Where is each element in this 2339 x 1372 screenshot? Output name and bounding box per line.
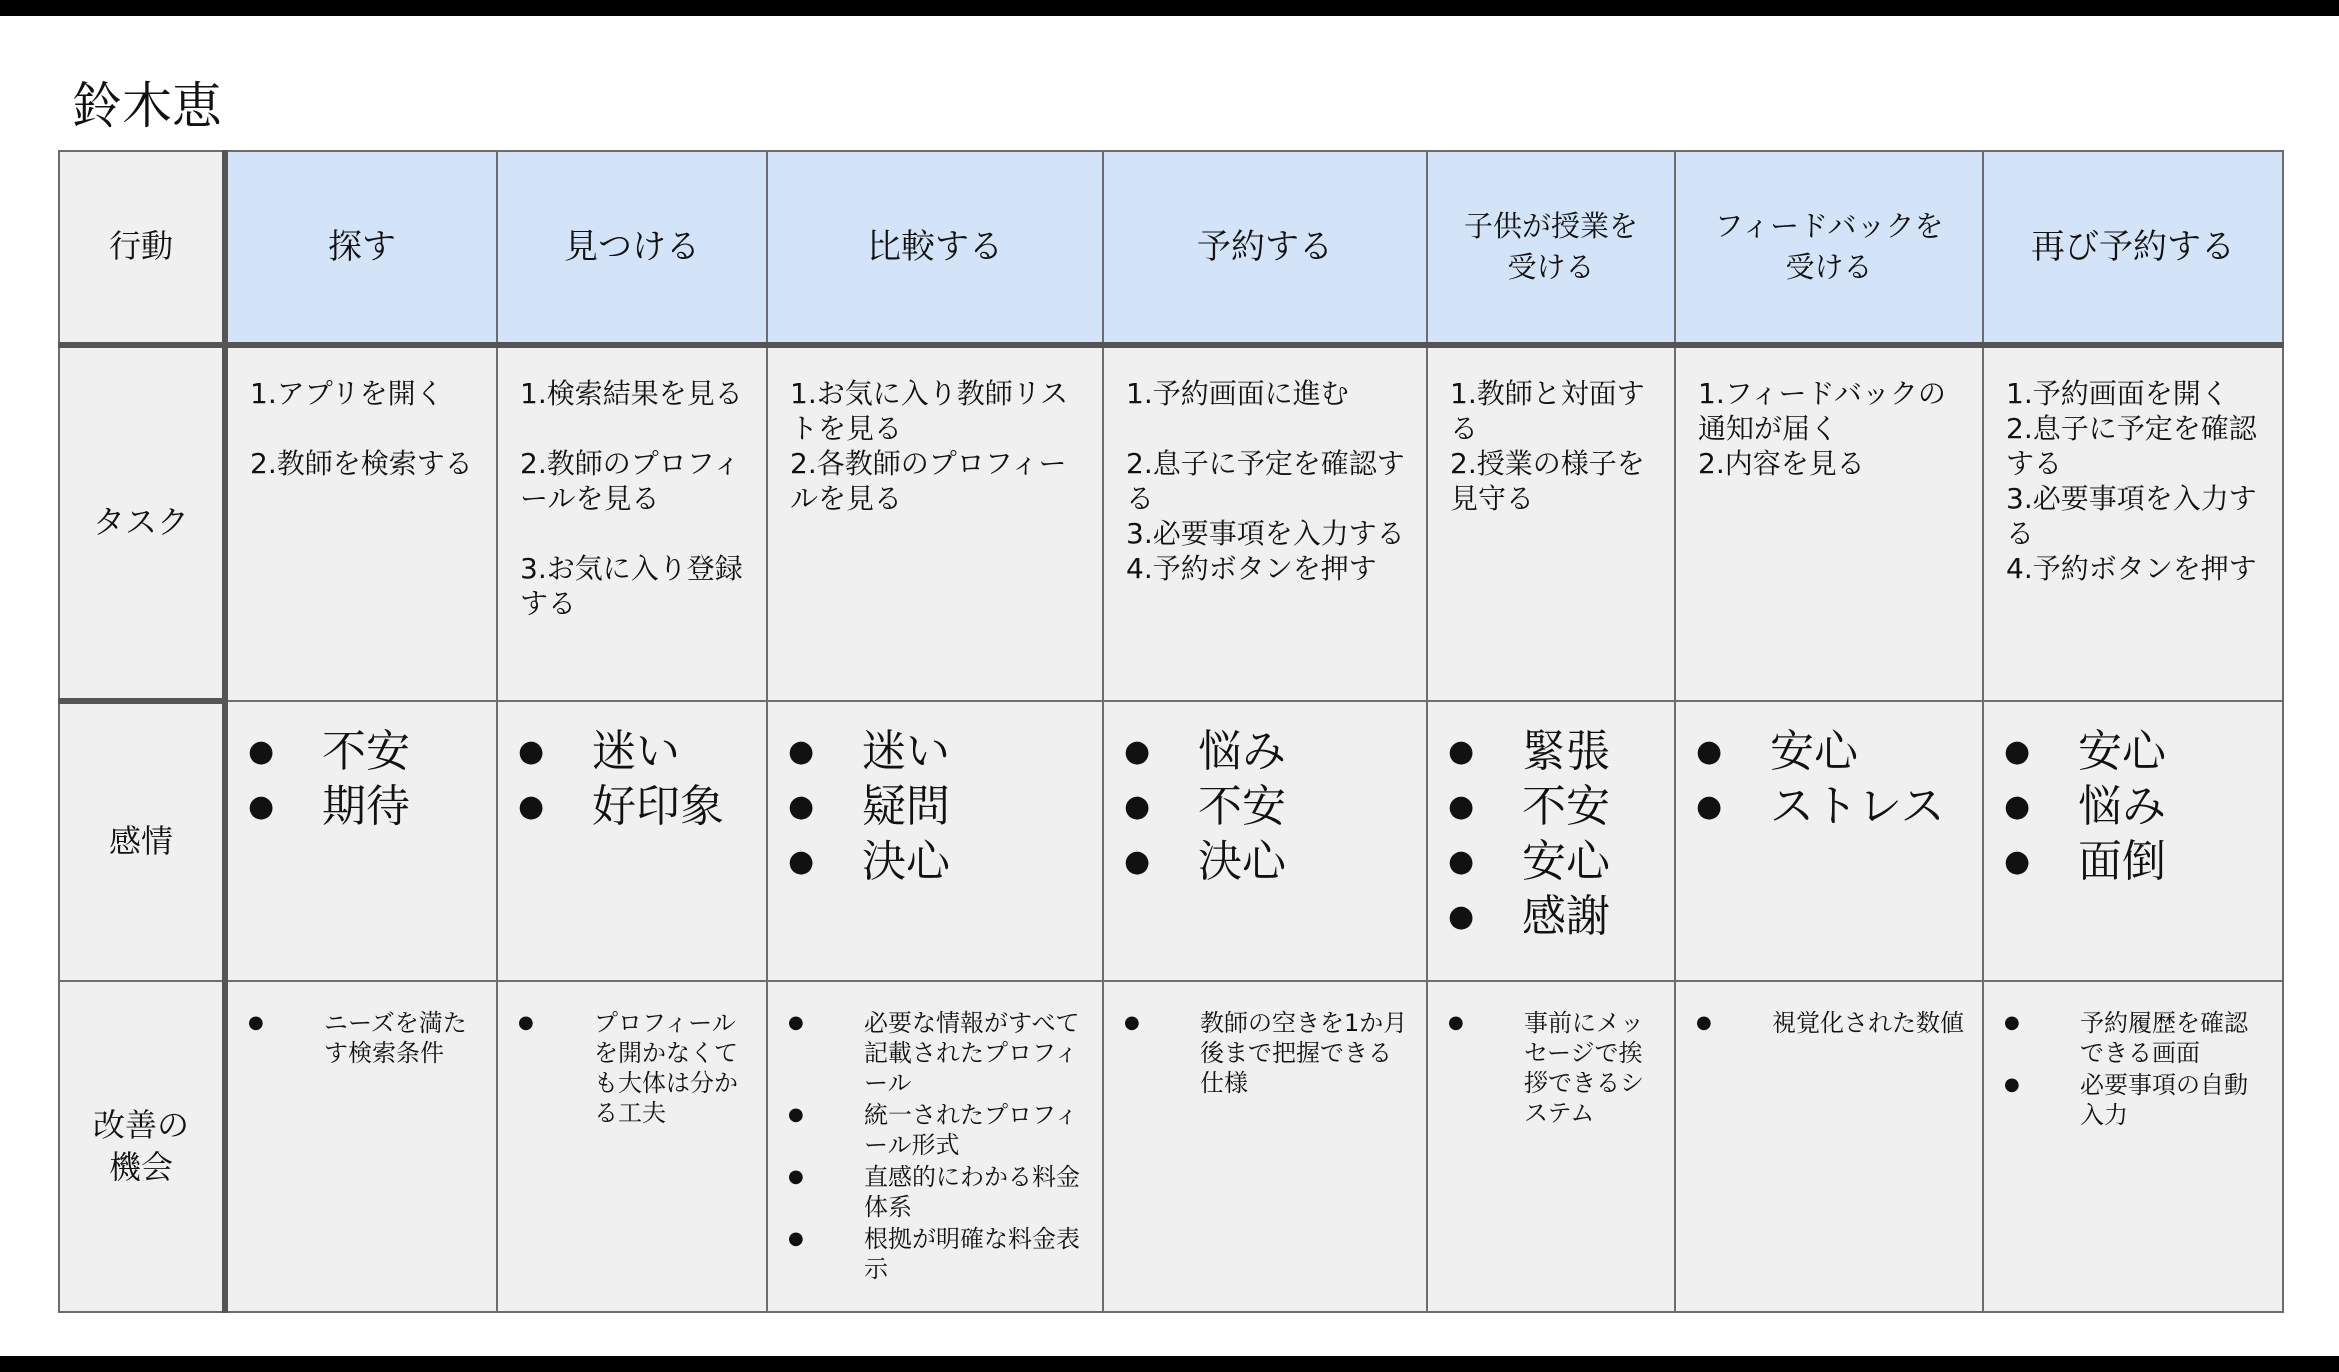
emotion-item: ● 迷い <box>788 725 950 777</box>
emotion-item: ● 安心 <box>2004 725 2166 777</box>
stage-header-feedback: フィードバックを 受ける <box>1675 151 1983 345</box>
stage-header-find: 見つける <box>497 151 767 345</box>
tasks-cell-find <box>497 345 767 701</box>
emotions-cell-compare <box>767 701 1103 981</box>
emotion-item: ● 不安 <box>1124 780 1286 832</box>
emotion-item: ● 悩み <box>1124 725 1286 777</box>
task-item: 2.教師のプロフィールを見る <box>520 446 741 515</box>
tasks-cell-reserve <box>1103 345 1427 701</box>
task-item: 1.予約画面を開く <box>2006 376 2229 410</box>
opportunity-item: ● 教師の空きを1か月後まで把握できる仕様 <box>1124 1009 1408 1097</box>
row-action <box>59 151 2283 345</box>
task-item: 1.検索結果を見る <box>520 376 743 410</box>
opportunities-cell-lesson <box>1427 981 1675 1312</box>
emotion-item: ● 決心 <box>1124 835 1286 887</box>
row-label-action: 行動 <box>59 151 225 345</box>
opportunity-item: ● 視覚化された数値 <box>1696 1009 1964 1037</box>
opportunity-item: ● 直感的にわかる料金体系 <box>788 1163 1080 1221</box>
opportunity-item: ● 事前にメッセージで挨拶できるシステム <box>1448 1009 1644 1127</box>
emotions-cell-feedback <box>1675 701 1983 981</box>
stage-header-search: 探す <box>225 151 497 345</box>
emotion-item: ● 感謝 <box>1448 890 1610 942</box>
tasks-cell-lesson <box>1427 345 1675 701</box>
tasks-cell-search <box>225 345 497 701</box>
emotion-item: ● 不安 <box>1448 780 1610 832</box>
task-item: 1.教師と対面する <box>1450 376 1645 445</box>
opportunities-cell-reserve <box>1103 981 1427 1312</box>
persona-name-title: 鈴木恵 <box>72 77 222 135</box>
emotion-item: ● 期待 <box>248 780 410 832</box>
task-item: 4.予約ボタンを押す <box>2006 551 2257 585</box>
emotions-cell-find <box>497 701 767 981</box>
opportunities-cell-search <box>225 981 497 1312</box>
task-item: 2.息子に予定を確認する <box>2006 411 2257 480</box>
task-item: 3.必要事項を入力する <box>1126 516 1405 550</box>
emotion-item: ● ストレス <box>1696 780 1945 832</box>
emotions-cell-rebook <box>1983 701 2283 981</box>
opportunities-cell-compare <box>767 981 1103 1312</box>
emotion-item: ● 迷い <box>518 725 680 777</box>
task-item: 2.息子に予定を確認する <box>1126 446 1405 515</box>
task-item: 2.内容を見る <box>1698 446 1865 480</box>
emotions-cell-search <box>225 701 497 981</box>
opportunity-item: ● 必要な情報がすべて記載されたプロフィール <box>788 1009 1080 1097</box>
stage-header-compare: 比較する <box>767 151 1103 345</box>
task-item: 2.授業の様子を見守る <box>1450 446 1645 515</box>
tasks-cell-rebook <box>1983 345 2283 701</box>
task-item: 1.フィードバックの通知が届く <box>1698 376 1946 445</box>
task-item: 1.お気に入り教師リストを見る <box>790 376 1069 445</box>
emotion-item: ● 不安 <box>248 725 410 777</box>
row-label-opportunities: 改善の 機会 <box>59 981 225 1312</box>
row-emotions <box>59 701 2283 981</box>
task-item: 1.予約画面に進む <box>1126 376 1349 410</box>
stage-header-reserve: 予約する <box>1103 151 1427 345</box>
task-item: 3.お気に入り登録する <box>520 551 743 620</box>
opportunity-item: ● 必要事項の自動入力 <box>2004 1071 2248 1129</box>
opportunity-item: ● プロフィールを開かなくても大体は分かる工夫 <box>518 1009 738 1127</box>
task-item: 2.教師を検索する <box>250 446 473 480</box>
emotion-item: ● 好印象 <box>518 780 724 832</box>
emotion-item: ● 疑問 <box>788 780 950 832</box>
opportunity-item: ● ニーズを満たす検索条件 <box>248 1009 467 1067</box>
row-label-emotions: 感情 <box>59 701 225 981</box>
tasks-cell-compare <box>767 345 1103 701</box>
emotions-cell-lesson <box>1427 701 1675 981</box>
emotion-item: ● 悩み <box>2004 780 2166 832</box>
customer-journey-map-table <box>58 150 2284 1313</box>
task-item: 1.アプリを開く <box>250 376 444 410</box>
emotion-item: ● 安心 <box>1448 835 1610 887</box>
stage-header-rebook: 再び予約する <box>1983 151 2283 345</box>
opportunities-cell-rebook <box>1983 981 2283 1312</box>
row-tasks <box>59 345 2283 701</box>
task-item: 2.各教師のプロフィールを見る <box>790 446 1067 515</box>
slide <box>0 16 2339 1356</box>
emotion-item: ● 面倒 <box>2004 835 2166 887</box>
emotion-item: ● 決心 <box>788 835 950 887</box>
opportunity-item: ● 根拠が明確な料金表示 <box>788 1225 1080 1283</box>
opportunity-item: ● 予約履歴を確認できる画面 <box>2004 1009 2248 1067</box>
task-item: 3.必要事項を入力する <box>2006 481 2257 550</box>
emotion-item: ● 安心 <box>1696 725 1858 777</box>
stage-header-lesson: 子供が授業を 受ける <box>1427 151 1675 345</box>
opportunity-item: ● 統一されたプロフィール形式 <box>788 1101 1079 1159</box>
emotions-cell-reserve <box>1103 701 1427 981</box>
opportunities-cell-feedback <box>1675 981 1983 1312</box>
row-opportunities <box>59 981 2283 1312</box>
emotion-item: ● 緊張 <box>1448 725 1610 777</box>
task-item: 4.予約ボタンを押す <box>1126 551 1377 585</box>
tasks-cell-feedback <box>1675 345 1983 701</box>
opportunities-cell-find <box>497 981 767 1312</box>
row-label-tasks: タスク <box>59 345 225 701</box>
